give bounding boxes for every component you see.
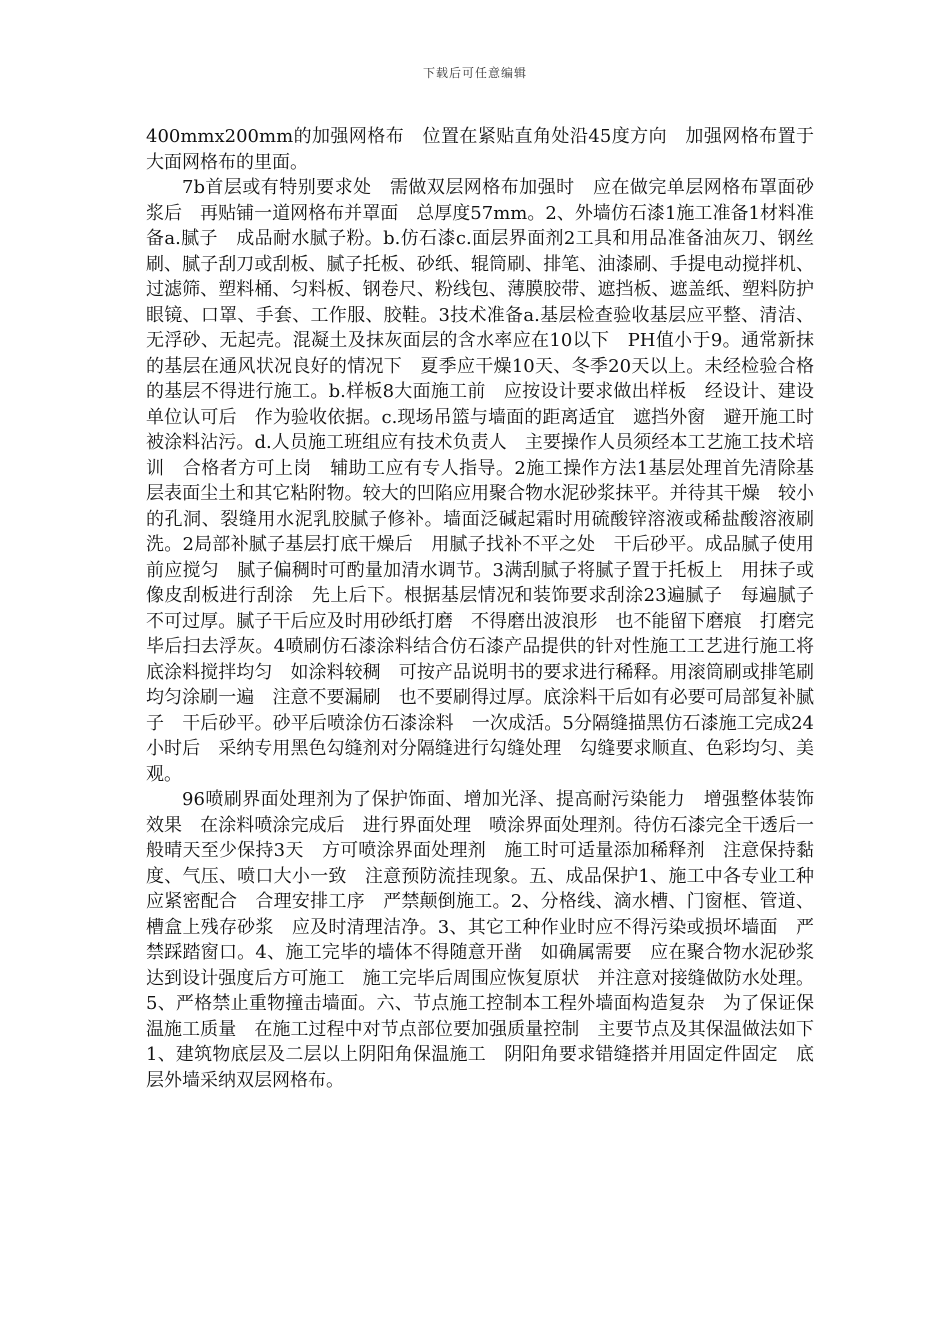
- document-body: [146, 124, 832, 1093]
- paragraph-2: 7b首层或有特别要求处 需做双层网格布加强时 应在做完单层网格布罩面砂浆后 再贴铺一道网格布并罩面 总厚度57mm。2、外墙仿石漆1施工准备1材料准备a.腻子 成品耐水腻子粉。b.仿石漆c.面层界面剂2工具和用品准备油灰刀、钢丝刷、腻子刮刀或刮板、腻子托板、砂纸、辊筒刷、排笔、油漆刷、手提电动搅拌机、过滤筛、塑料桶、匀料板、钢卷尺、粉线包、薄膜胶带、遮挡板、遮盖纸、塑料防护眼镜、口罩、手套、工作服、胶鞋。3技术准备a.基层检查验收基层应平整、清洁、无浮砂、无起壳。混凝土及抹灰面层的含水率应在10以下 PH值小于9。通常新抹的基层在通风状况良好的情况下 夏季应干燥10天、冬季20天以上。未经检验合格的基层不得进行施工。b.样板8大面施工前 应按设计要求做出样板 经设计、建设单位认可后 作为验收依据。c.现场吊篮与墙面的距离适宜 遮挡外窗 避开施工时被涂料沾污。d.人员施工班组应有技术负责人 主要操作人员须经本工艺施工技术培训 合格者方可上岗 辅助工应有专人指导。2施工操作方法1基层处理首先清除基层表面尘土和其它粘附物。较大的凹陷应用聚合物水泥砂浆抹平。并待其干燥 较小的孔洞、裂缝用水泥乳胶腻子修补。墙面泛碱起霜时用硫酸锌溶液或稀盐酸溶液刷洗。2局部补腻子基层打底干燥后 用腻子找补不平之处 干后砂平。成品腻子使用前应搅匀 腻子偏稠时可酌量加清水调节。3满刮腻子将腻子置于托板上 用抹子或像皮刮板进行刮涂 先上后下。根据基层情况和装饰要求刮涂23遍腻子 每遍腻子不可过厚。腻子干后应及时用砂纸打磨 不得磨出波浪形 也不能留下磨痕 打磨完毕后扫去浮灰。4喷刷仿石漆涂料结合仿石漆产品提供的针对性施工工艺进行施工将底涂料搅拌均匀 如涂料较稠 可按产品说明书的要求进行稀释。用滚筒刷或排笔刷均匀涂刷一遍 注意不要漏刷 也不要刷得过厚。底涂料干后如有必要可局部复补腻子 干后砂平。砂平后喷涂仿石漆涂料 一次成活。5分隔缝描黑仿石漆施工完成24小时后 采纳专用黑色勾缝剂对分隔缝进行勾缝处理 勾缝要求顺直、色彩均匀、美观。: [146, 177, 814, 785]
- paragraph-1: 400mmx200mm的加强网格布 位置在紧贴直角处沿45度方向 加强网格布置于大面网格布的里面。: [146, 126, 814, 173]
- page-header: 下载后可任意编辑: [422, 66, 527, 80]
- paragraph-3: 96喷刷界面处理剂为了保护饰面、增加光泽、提高耐污染能力 增强整体装饰效果 在涂料喷涂完成后 进行界面处理 喷涂界面处理剂。待仿石漆完全干透后一般晴天至少保持3天 方可喷涂界面处理剂 施工时可适量添加稀释剂 注意保持黏度、气压、喷口大小一致 注意预防流挂现象。五、成品保护1、施工中各专业工种应紧密配合 合理安排工序 严禁颠倒施工。2、分格线、滴水槽、门窗框、管道、槽盒上残存砂浆 应及时清理洁净。3、其它工种作业时应不得污染或损坏墙面 严禁踩踏窗口。4、施工完毕的墙体不得随意开凿 如确属需要 应在聚合物水泥砂浆达到设计强度后方可施工 施工完毕后周围应恢复原状 并注意对接缝做防水处理。5、严格禁止重物撞击墙面。六、节点施工控制本工程外墙面构造复杂 为了保证保温施工质量 在施工过程中对节点部位要加强质量控制 主要节点及其保温做法如下 1、建筑物底层及二层以上阴阳角保温施工 阴阳角要求错缝搭并用固定件固定 底层外墙采纳双层网格布。: [146, 789, 832, 1091]
